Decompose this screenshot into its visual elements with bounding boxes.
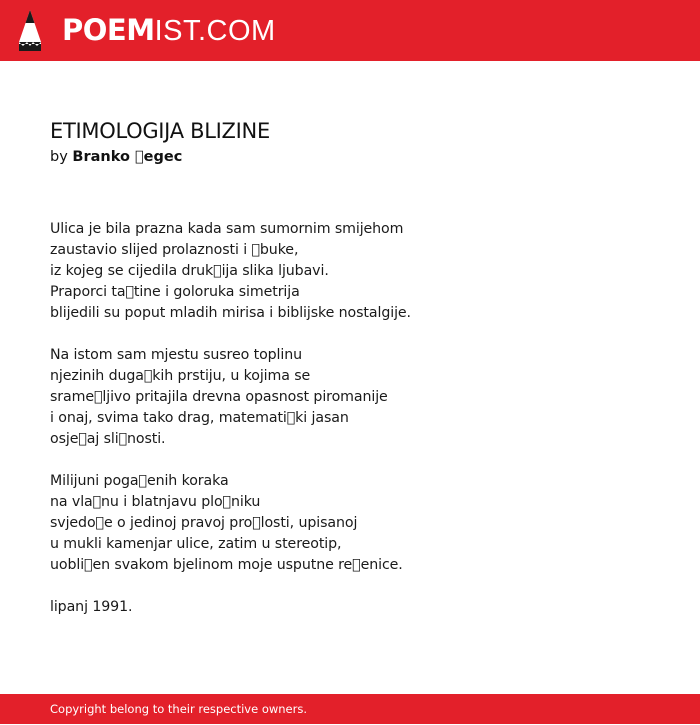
poem-line: osje aj sli nosti. bbox=[50, 431, 166, 447]
poem-heading bbox=[50, 115, 650, 167]
logo-brand-bold: POEM bbox=[62, 13, 155, 47]
poem-line: blijedili su poput mladih mirisa i biblijske nostalgije. bbox=[50, 305, 411, 321]
logo-brand-light: IST.COM bbox=[154, 15, 276, 47]
site-header bbox=[0, 0, 700, 61]
site-footer bbox=[0, 694, 700, 724]
by-label: by bbox=[50, 149, 68, 165]
site-logo[interactable] bbox=[62, 12, 276, 48]
poem-line: srame ljivo pritajila drevna opasnost piromanije bbox=[50, 389, 388, 405]
poem-line: svjedo e o jedinoj pravoj pro losti, upisanoj bbox=[50, 515, 358, 531]
poem-line: u mukli kamenjar ulice, zatim u stereotip, bbox=[50, 536, 342, 552]
poem-title: ETIMOLOGIJA BLIZINE bbox=[50, 119, 270, 143]
poem-line: Milijuni poga enih koraka bbox=[50, 473, 229, 489]
stanza-2 bbox=[50, 345, 670, 450]
author-name[interactable]: Branko  egec bbox=[72, 149, 183, 165]
pencil-icon[interactable] bbox=[17, 8, 43, 52]
poem-byline bbox=[50, 147, 650, 167]
poem-line: i onaj, svima tako drag, matemati ki jasan bbox=[50, 410, 349, 426]
poem-body bbox=[50, 219, 670, 639]
poem-line: na vla nu i blatnjavu plo niku bbox=[50, 494, 261, 510]
poem-line: Praporci ta tine i goloruka simetrija bbox=[50, 284, 300, 300]
poem-date: lipanj 1991. bbox=[50, 599, 133, 615]
poem-line: njezinih duga kih prstiju, u kojima se bbox=[50, 368, 311, 384]
copyright-text: Copyright belong to their respective owners. bbox=[50, 702, 308, 716]
poem-line: iz kojeg se cijedila druk ija slika ljubavi. bbox=[50, 263, 329, 279]
poem-line: Na istom sam mjestu susreo toplinu bbox=[50, 347, 303, 363]
poem-line: zaustavio slijed prolaznosti i  buke, bbox=[50, 242, 299, 258]
stanza-3 bbox=[50, 471, 670, 576]
stanza-1 bbox=[50, 219, 670, 324]
stanza-date bbox=[50, 597, 670, 618]
poem-line: Ulica je bila prazna kada sam sumornim smijehom bbox=[50, 221, 404, 237]
poem-line: uobli en svakom bjelinom moje usputne re enice. bbox=[50, 557, 403, 573]
